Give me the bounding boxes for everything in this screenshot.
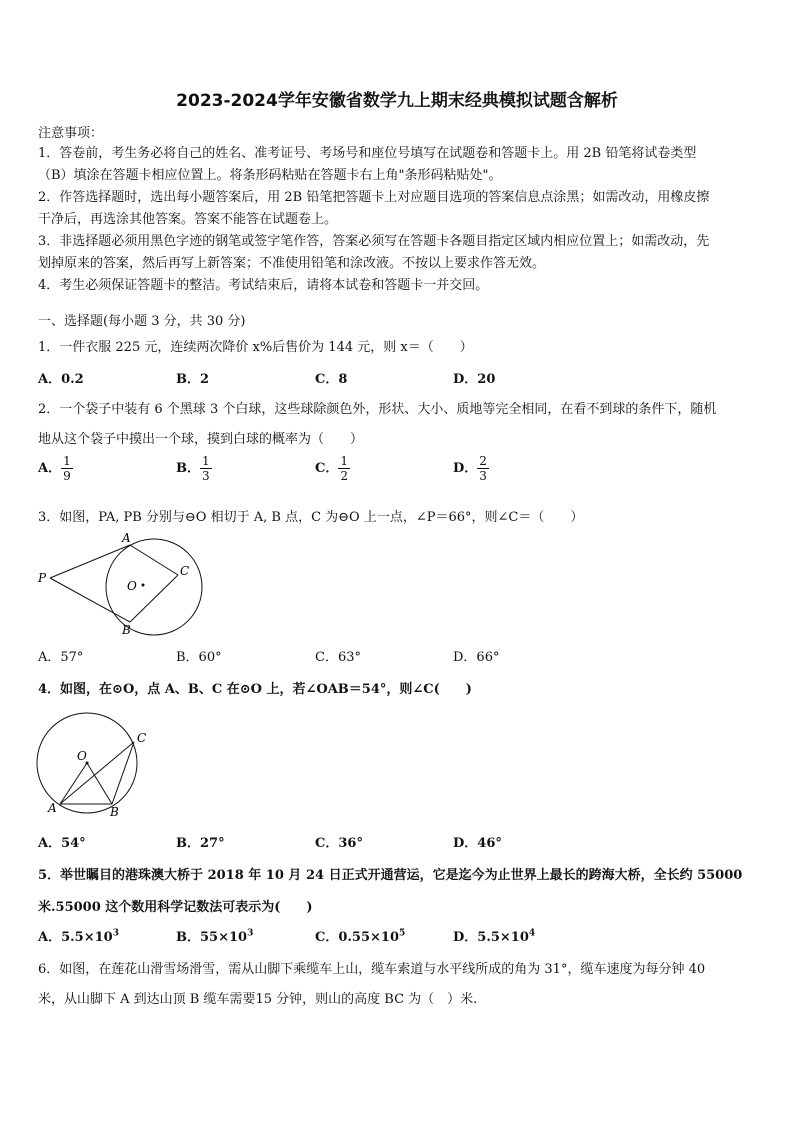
q3-label-b: B [122,623,131,637]
q3-label-c: C [180,564,190,578]
q2-option-a: A． $\frac{1}{9}$ [38,454,71,483]
notice-line: 1．答卷前，考生务必将自己的姓名、准考证号、考场号和座位号填写在试题卷和答题卡上。用 2B 铅笔将试卷类型 [38,146,697,161]
question-5-line1: 5．举世瞩目的港珠澳大桥于 2018 年 10 月 24 日正式开通营运，它是迄今为止世界上最长的跨海大桥，全长约 55000 [38,868,743,883]
q4-option-c: C．36° [315,836,363,851]
notice-line: 4．考生必须保证答题卡的整洁。考试结束后，请将本试卷和答题卡一并交回。 [38,278,489,293]
q4-option-a: A．54° [38,836,86,851]
q3-label-a: A [122,532,131,545]
q4-label-o: O [77,749,87,763]
notice-line: 划掉原来的答案，然后再写上新答案；不准使用铅笔和涂改液。不按以上要求作答无效。 [38,256,546,271]
q1-option-d: D．20 [453,372,496,387]
question-4-text: 4．如图，在⊙O，点 A、B、C 在⊙O 上，若∠OAB＝54°，则∠C( ) [38,682,472,697]
page-title: 2023-2024学年安徽省数学九上期末经典模拟试题含解析 [176,91,618,111]
q3-chord-bc [130,575,178,622]
q5-option-c: C．$0.55\times 10^5$ [315,928,406,945]
q2-option-b: B． $\frac{1}{3}$ [176,454,210,483]
q3-option-d: D．66° [453,650,500,665]
q5-option-b: B．$55\times 10^3$ [176,928,254,945]
q1-option-c: C．8 [315,372,348,387]
question-5-line2: 米.55000 这个数用科学记数法可表示为( ) [38,900,313,915]
q3-chord-ac [130,545,178,575]
question-6-line2: 米，从山脚下 A 到达山顶 B 缆车需要15 分钟，则山的高度 BC 为（ ）米. [38,992,478,1007]
q2-option-d: D． $\frac{2}{3}$ [453,454,487,483]
notice-heading: 注意事项： [38,126,104,141]
q5-option-a: A．$5.5\times 10^3$ [38,928,119,945]
q1-option-a: A．0.2 [38,372,84,387]
q3-circle [106,539,202,635]
section-heading: 一、选择题(每小题 3 分，共 30 分) [38,314,246,329]
notice-line: 干净后，再选涂其他答案。答案不能答在试题卷上。 [38,212,338,227]
notice-line: 3．非选择题必须用黑色字迹的钢笔或签字笔作答，答案必须写在答题卡各题目指定区域内相应位置上；如需改动，先 [38,234,710,249]
q4-radius-oa [60,763,87,804]
q3-label-o: O [127,579,137,593]
q4-option-d: D．46° [453,836,502,851]
q3-center-dot [142,584,145,587]
notice-line: （B）填涂在答题卡相应位置上。将条形码粘贴在答题卡右上角"条形码粘贴处"。 [38,168,502,183]
q3-tangent-pa [50,545,130,578]
q5-option-d: D．$5.5\times 10^4$ [453,928,536,945]
q4-label-b: B [110,805,119,819]
q3-label-p: P [38,571,47,585]
question-2-line2: 地从这个袋子中摸出一个球，摸到白球的概率为（ ） [38,432,364,447]
question-6-line1: 6．如图，在莲花山滑雪场滑雪，需从山脚下乘缆车上山，缆车索道与水平线所成的角为 31°，缆车速度为每分钟 40 [38,962,706,977]
q3-tangent-pb [50,578,130,622]
q4-circle-figure [30,708,160,823]
question-3-text: 3．如图，PA, PB 分别与⊖O 相切于 A, B 点，C 为⊖O 上一点，∠P＝66°，则∠C＝（ ） [38,510,584,525]
q4-radius-ob [87,763,112,804]
q3-option-c: C．63° [315,650,361,665]
q4-label-c: C [137,731,147,745]
q4-option-b: B．27° [176,836,225,851]
question-2-line1: 2．一个袋子中装有 6 个黑球 3 个白球，这些球除颜色外，形状、大小、质地等完全相同，在看不到球的条件下，随机 [38,402,717,417]
q3-option-b: B．60° [176,650,222,665]
q1-option-b: B．2 [176,372,210,387]
q4-label-a: A [48,801,57,815]
notice-line: 2．作答选择题时，选出每小题答案后，用 2B 铅笔把答题卡上对应题目选项的答案信息点涂黑；如需改动，用橡皮擦 [38,190,710,205]
q2-option-c: C． $\frac{1}{2}$ [315,454,348,483]
q3-tangent-figure [30,532,210,642]
question-1-text: 1．一件衣服 225 元，连续两次降价 x%后售价为 144 元，则 x＝（ ） [38,340,473,355]
q3-option-a: A．57° [38,650,84,665]
